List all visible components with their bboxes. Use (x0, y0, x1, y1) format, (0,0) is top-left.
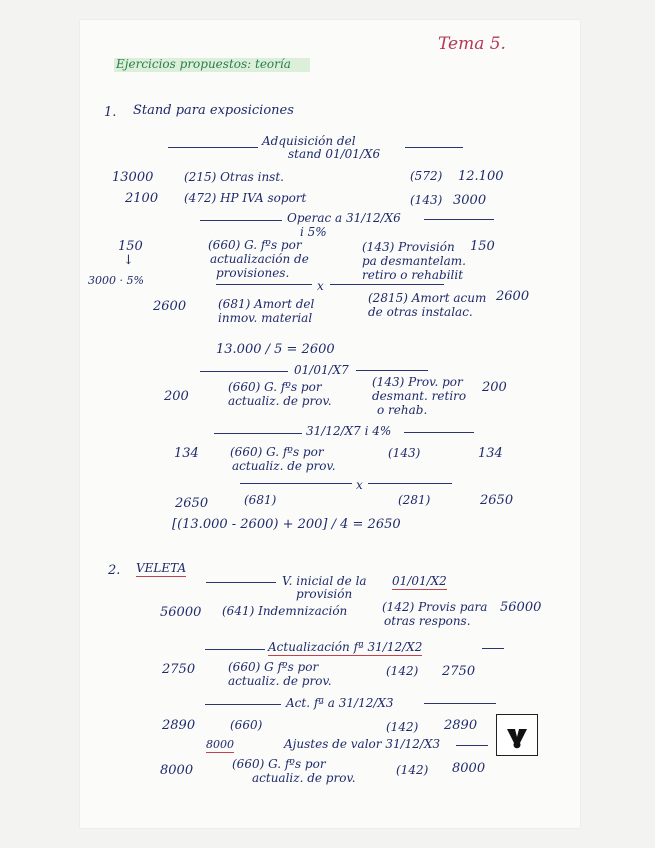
account: (142) (386, 720, 419, 734)
amount: 8000 (452, 761, 486, 776)
divider (330, 284, 444, 285)
amount: 56000 (160, 605, 202, 620)
divider (205, 649, 265, 650)
divider (205, 704, 281, 705)
heading-line: Adquisición del (262, 134, 356, 148)
account: (660) G. fºs por (230, 445, 324, 459)
account: (681) (244, 493, 277, 507)
exercise-title: VELETA (136, 561, 187, 575)
account: (143) (410, 193, 443, 207)
divider (168, 147, 258, 148)
amount: 2890 (162, 718, 196, 733)
account: (660) G. fºs por (208, 238, 302, 252)
divider (214, 433, 302, 434)
account: (281) (398, 493, 431, 507)
heading-line: i 5% (300, 225, 327, 239)
divider (216, 284, 312, 285)
divider (482, 648, 504, 649)
account: actualiz. de prov. (228, 394, 332, 408)
exercise-title: Stand para exposiciones (133, 103, 294, 118)
divider (356, 370, 428, 371)
account: (142) Provis para (382, 600, 488, 614)
account: (143) Prov. por (372, 375, 463, 389)
amount: 2100 (125, 191, 159, 206)
exercise-number: 2. (108, 563, 121, 578)
amount: 150 (118, 239, 143, 254)
account: (143) Provisión (362, 240, 455, 254)
divider (424, 703, 496, 704)
account: (660) G. fºs por (232, 757, 326, 771)
heading-line: Act. fª a 31/12/X3 (286, 696, 394, 710)
account: pa desmantelam. (362, 254, 466, 268)
divider (424, 219, 494, 220)
account: (660) (230, 718, 263, 732)
page-title: Tema 5. (438, 34, 506, 54)
account: (142) (396, 763, 429, 777)
amount: 12.100 (458, 169, 504, 184)
amount: 2600 (153, 299, 187, 314)
amount: 2750 (162, 662, 196, 677)
heading-line: stand 01/01/X6 (288, 147, 381, 161)
logo-mark-icon (504, 726, 530, 752)
account: provisiones. (216, 266, 290, 280)
account: actualiz. de prov. (228, 674, 332, 688)
arrow: ↓ (123, 253, 134, 268)
heading-line: Operac a 31/12/X6 (287, 211, 401, 225)
account: (681) Amort del (218, 297, 315, 311)
cross-mark: x (317, 279, 324, 293)
account: (641) Indemnización (222, 604, 348, 618)
account: inmov. material (218, 311, 313, 325)
account: actualiz. de prov. (232, 459, 336, 473)
account: (660) G fºs por (228, 660, 319, 674)
heading-line: Ajustes de valor 31/12/X3 (284, 737, 441, 751)
account: actualización de (210, 252, 309, 266)
amount: 2890 (444, 718, 478, 733)
amount: 56000 (500, 600, 542, 615)
divider (206, 582, 276, 583)
cross-mark: x (356, 478, 363, 492)
amount: 134 (174, 446, 199, 461)
account: o rehab. (377, 403, 428, 417)
heading-line: provisión (296, 587, 353, 601)
calculation: 13.000 / 5 = 2600 (216, 342, 335, 357)
account: otras respons. (384, 614, 471, 628)
divider (240, 483, 352, 484)
divider (368, 483, 452, 484)
account: (215) Otras inst. (184, 170, 284, 184)
divider (404, 432, 474, 433)
account: (472) HP IVA soport (184, 191, 307, 205)
account: actualiz. de prov. (252, 771, 356, 785)
amount: 2650 (480, 493, 514, 508)
account: retiro o rehabilit (362, 268, 464, 282)
heading-date: 01/01/X2 (392, 574, 447, 588)
amount: 150 (470, 239, 495, 254)
note: 3000 · 5% (88, 274, 144, 287)
heading-line: V. inicial de la (282, 574, 367, 588)
divider (456, 745, 488, 746)
heading-line: 31/12/X7 i 4% (306, 424, 392, 438)
amount: 200 (164, 389, 189, 404)
exercise-number: 1. (104, 105, 117, 120)
divider (200, 371, 288, 372)
account: desmant. retiro (372, 389, 467, 403)
account: (660) G. fºs por (228, 380, 322, 394)
account: (143) (388, 446, 421, 460)
calculation: [(13.000 - 2600) + 200] / 4 = 2650 (172, 517, 401, 532)
amount: 200 (482, 380, 507, 395)
divider (200, 220, 282, 221)
amount: 3000 (453, 193, 487, 208)
subtitle: Ejercicios propuestos: teoría (116, 57, 291, 71)
amount: 2600 (496, 289, 530, 304)
note: 8000 (206, 738, 234, 751)
account: (2815) Amort acum (368, 291, 487, 305)
heading-line: 01/01/X7 (294, 363, 349, 377)
amount: 8000 (160, 763, 194, 778)
watermark-logo (496, 714, 538, 756)
account: (572) (410, 169, 443, 183)
amount: 2750 (442, 664, 476, 679)
divider (405, 147, 463, 148)
amount: 2650 (175, 496, 209, 511)
amount: 13000 (112, 170, 154, 185)
account: (142) (386, 664, 419, 678)
heading-line: Actualización fª 31/12/X2 (268, 640, 423, 654)
account: de otras instalac. (368, 305, 473, 319)
amount: 134 (478, 446, 503, 461)
